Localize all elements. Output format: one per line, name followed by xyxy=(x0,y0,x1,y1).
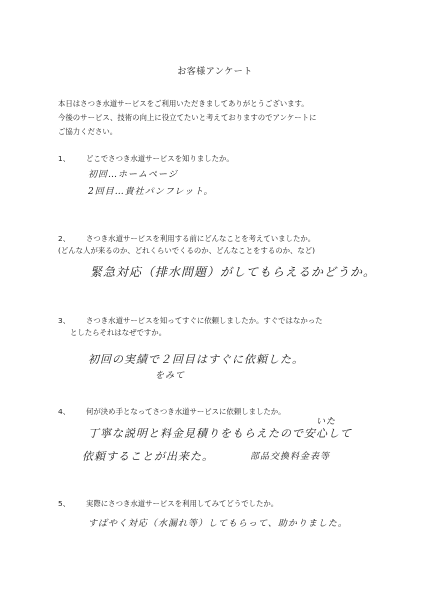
question-subtext: としたらそれはなぜですか。 xyxy=(70,328,167,337)
question-subtext: (どんな人が来るのか、どれくらいでくるのか、どんなことをするのか、など) xyxy=(58,246,316,255)
question-number: 5、 xyxy=(58,499,71,508)
question-number: 1、 xyxy=(58,154,71,163)
handwritten-answer: 初回の実績で２回目はすぐに依頼した。 xyxy=(88,353,304,366)
handwritten-insertion: 部品交換料金表等 xyxy=(250,452,331,462)
handwritten-insertion: をみて xyxy=(155,371,186,381)
intro-line: ご協力ください。 xyxy=(58,127,118,136)
question-number: 4、 xyxy=(58,407,71,416)
handwritten-answer: 初回…ホームページ xyxy=(88,170,178,180)
question-text: さつき水道サービスを知ってすぐに依頼しましたか。すぐではなかった xyxy=(86,316,323,325)
intro-line: 今後のサービス、技術の向上に役立てたいと考えておりますのでアンケートに xyxy=(58,113,317,122)
handwritten-answer: 丁寧な説明と料金見積りをもらえたので安心して xyxy=(88,427,352,440)
document-title: お客様アンケート xyxy=(177,67,253,77)
handwritten-insertion: いた xyxy=(316,417,337,427)
handwritten-answer: 2回目…貴社パンフレット。 xyxy=(88,187,214,197)
intro-line: 本日はさつき水道サービスをご利用いただきましてありがとうございます。 xyxy=(58,99,309,108)
question-number: 3、 xyxy=(58,316,71,325)
question-text: どこでさつき水道サービスを知りましたか。 xyxy=(86,154,234,163)
question-text: 何が決め手となってさつき水道サービスに依頼しましたか。 xyxy=(86,407,286,416)
handwritten-answer: 緊急対応（排水問題）がしてもらえるかどうか。 xyxy=(90,265,377,279)
question-text: さつき水道サービスを利用する前にどんなことを考えていましたか。 xyxy=(86,234,316,243)
question-number: 2、 xyxy=(58,234,71,243)
intro-paragraph xyxy=(58,97,403,139)
handwritten-answer: 依頼することが出来た。 xyxy=(82,450,214,463)
question-2-subtext xyxy=(58,245,315,257)
handwritten-answer: すばやく対応（水漏れ等）してもらって、助かりました。 xyxy=(88,519,348,529)
question-text: 実際にさつき水道サービスを利用してみてどうでしたか。 xyxy=(86,499,279,508)
